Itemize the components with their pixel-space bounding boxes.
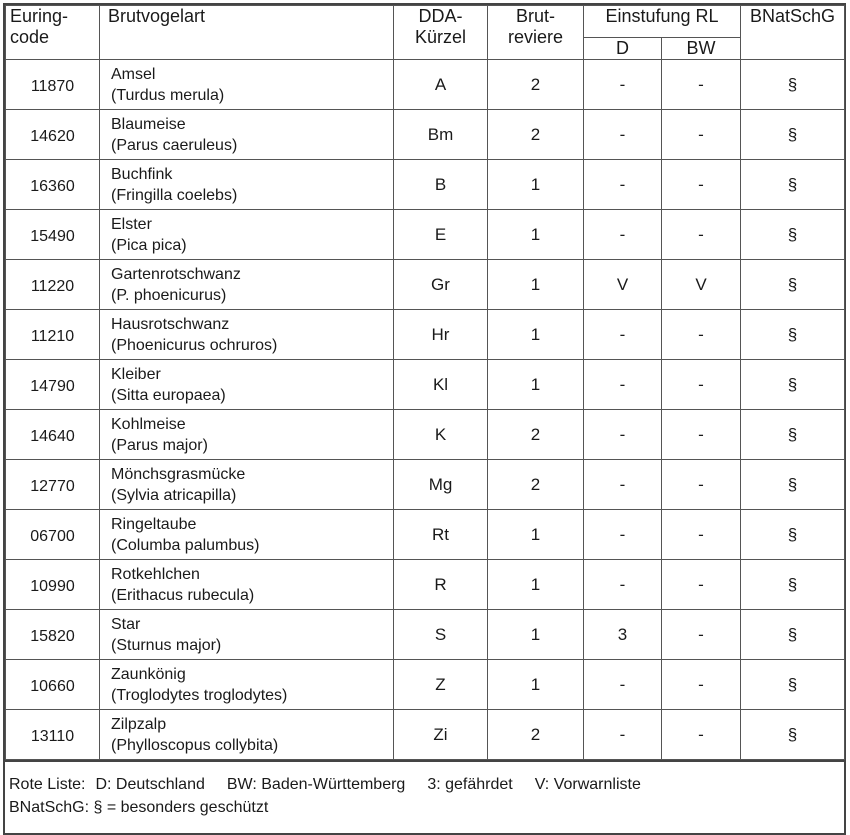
- species-name: Elster: [111, 215, 152, 233]
- rl-d-cell: -: [584, 560, 662, 610]
- breeding-birds-table-container: [3, 3, 846, 835]
- legend-line1: [9, 773, 840, 796]
- rl-bw-cell: -: [662, 60, 741, 110]
- breeding-birds-table: [5, 5, 845, 760]
- bnatschg-cell: §: [741, 510, 845, 560]
- rl-d-cell: -: [584, 360, 662, 410]
- species-latin-name: (Troglodytes troglodytes): [111, 686, 288, 704]
- species-name: Zilpzalp: [111, 715, 167, 733]
- rl-bw-cell: -: [662, 460, 741, 510]
- dda-code-cell: S: [394, 610, 488, 660]
- header-euring-line1: Euring-: [10, 6, 69, 26]
- brutreviere-cell: 1: [488, 360, 584, 410]
- rl-d-cell: 3: [584, 610, 662, 660]
- species-name: Gartenrotschwanz: [111, 265, 241, 283]
- rl-bw-cell: -: [662, 410, 741, 460]
- legend-line2: BNatSchG: § = besonders geschützt: [9, 799, 269, 816]
- header-rl-d: D: [584, 38, 662, 60]
- euring-code-cell: 14790: [6, 360, 100, 410]
- species-name: Buchfink: [111, 165, 173, 183]
- species-cell: [100, 410, 394, 460]
- bnatschg-cell: §: [741, 160, 845, 210]
- brutreviere-cell: 2: [488, 60, 584, 110]
- bnatschg-cell: §: [741, 410, 845, 460]
- table-row: [6, 60, 845, 110]
- table-row: [6, 460, 845, 510]
- bnatschg-cell: §: [741, 310, 845, 360]
- euring-code-cell: 15490: [6, 210, 100, 260]
- rl-bw-cell: -: [662, 710, 741, 760]
- brutreviere-cell: 1: [488, 310, 584, 360]
- brutreviere-cell: 1: [488, 510, 584, 560]
- header-brutreviere: [488, 6, 584, 60]
- euring-code-cell: 06700: [6, 510, 100, 560]
- species-latin-name: (Parus major): [111, 436, 208, 454]
- species-latin-name: (P. phoenicurus): [111, 286, 227, 304]
- species-latin-name: (Fringilla coelebs): [111, 186, 238, 204]
- species-cell: [100, 210, 394, 260]
- legend-d: D: Deutschland: [95, 776, 205, 793]
- header-species: Brutvogelart: [100, 6, 394, 60]
- species-cell: [100, 260, 394, 310]
- species-cell: [100, 110, 394, 160]
- bnatschg-cell: §: [741, 260, 845, 310]
- table-row: [6, 660, 845, 710]
- species-name: Amsel: [111, 65, 156, 83]
- species-latin-name: (Turdus merula): [111, 86, 225, 104]
- brutreviere-cell: 1: [488, 260, 584, 310]
- rl-bw-cell: -: [662, 110, 741, 160]
- table-row: [6, 110, 845, 160]
- species-latin-name: (Phoenicurus ochruros): [111, 336, 278, 354]
- rl-d-cell: -: [584, 410, 662, 460]
- bnatschg-cell: §: [741, 560, 845, 610]
- rl-bw-cell: V: [662, 260, 741, 310]
- table-row: [6, 260, 845, 310]
- brutreviere-cell: 1: [488, 160, 584, 210]
- euring-code-cell: 13110: [6, 710, 100, 760]
- header-dda-line1: DDA-: [418, 6, 463, 26]
- species-cell: [100, 710, 394, 760]
- dda-code-cell: Bm: [394, 110, 488, 160]
- species-latin-name: (Phylloscopus collybita): [111, 736, 279, 754]
- euring-code-cell: 14640: [6, 410, 100, 460]
- species-cell: [100, 310, 394, 360]
- header-euring-code: [6, 6, 100, 60]
- euring-code-cell: 16360: [6, 160, 100, 210]
- brutreviere-cell: 2: [488, 710, 584, 760]
- species-cell: [100, 560, 394, 610]
- species-latin-name: (Columba palumbus): [111, 536, 260, 554]
- header-brut-line2: reviere: [507, 27, 564, 47]
- brutreviere-cell: 2: [488, 110, 584, 160]
- brutreviere-cell: 1: [488, 660, 584, 710]
- dda-code-cell: E: [394, 210, 488, 260]
- table-row: [6, 360, 845, 410]
- brutreviere-cell: 1: [488, 210, 584, 260]
- dda-code-cell: Rt: [394, 510, 488, 560]
- bnatschg-cell: §: [741, 360, 845, 410]
- brutreviere-cell: 1: [488, 560, 584, 610]
- legend-bw: BW: Baden-Württemberg: [226, 776, 406, 793]
- rl-d-cell: V: [584, 260, 662, 310]
- header-dda-line2: Kürzel: [414, 27, 467, 47]
- species-name: Mönchsgrasmücke: [111, 465, 246, 483]
- euring-code-cell: 15820: [6, 610, 100, 660]
- species-latin-name: (Parus caeruleus): [111, 136, 238, 154]
- species-latin-name: (Pica pica): [111, 236, 187, 254]
- bnatschg-cell: §: [741, 110, 845, 160]
- rl-d-cell: -: [584, 210, 662, 260]
- species-name: Rotkehlchen: [111, 565, 200, 583]
- dda-code-cell: Hr: [394, 310, 488, 360]
- dda-code-cell: Kl: [394, 360, 488, 410]
- brutreviere-cell: 2: [488, 410, 584, 460]
- table-row: [6, 710, 845, 760]
- table-row: [6, 310, 845, 360]
- euring-code-cell: 11210: [6, 310, 100, 360]
- bnatschg-cell: §: [741, 710, 845, 760]
- table-row: [6, 560, 845, 610]
- rl-bw-cell: -: [662, 560, 741, 610]
- dda-code-cell: Zi: [394, 710, 488, 760]
- species-latin-name: (Sturnus major): [111, 636, 222, 654]
- rl-bw-cell: -: [662, 610, 741, 660]
- species-cell: [100, 60, 394, 110]
- species-name: Ringeltaube: [111, 515, 197, 533]
- species-name: Kleiber: [111, 365, 161, 383]
- legend: [5, 760, 844, 833]
- rl-bw-cell: -: [662, 510, 741, 560]
- rl-bw-cell: -: [662, 210, 741, 260]
- bnatschg-cell: §: [741, 210, 845, 260]
- table-row: [6, 210, 845, 260]
- euring-code-cell: 14620: [6, 110, 100, 160]
- header-rl-bw: BW: [662, 38, 741, 60]
- euring-code-cell: 10990: [6, 560, 100, 610]
- legend-rote-liste-label: Rote Liste:: [9, 776, 86, 793]
- table-row: [6, 610, 845, 660]
- rl-d-cell: -: [584, 710, 662, 760]
- rl-bw-cell: -: [662, 160, 741, 210]
- header-rote-liste: Einstufung RL: [584, 6, 741, 38]
- euring-code-cell: 11870: [6, 60, 100, 110]
- species-name: Zaunkönig: [111, 665, 186, 683]
- species-name: Blaumeise: [111, 115, 186, 133]
- rl-bw-cell: -: [662, 360, 741, 410]
- species-name: Hausrotschwanz: [111, 315, 230, 333]
- species-name: Star: [111, 615, 141, 633]
- dda-code-cell: B: [394, 160, 488, 210]
- species-latin-name: (Erithacus rubecula): [111, 586, 255, 604]
- species-cell: [100, 360, 394, 410]
- header-dda: [394, 6, 488, 60]
- brutreviere-cell: 2: [488, 460, 584, 510]
- brutreviere-cell: 1: [488, 610, 584, 660]
- bnatschg-cell: §: [741, 610, 845, 660]
- euring-code-cell: 10660: [6, 660, 100, 710]
- legend-vorwarnliste: V: Vorwarnliste: [534, 776, 641, 793]
- species-latin-name: (Sylvia atricapilla): [111, 486, 237, 504]
- table-row: [6, 410, 845, 460]
- dda-code-cell: Gr: [394, 260, 488, 310]
- species-cell: [100, 460, 394, 510]
- euring-code-cell: 12770: [6, 460, 100, 510]
- rl-d-cell: -: [584, 110, 662, 160]
- rl-d-cell: -: [584, 60, 662, 110]
- header-euring-line2: code: [10, 27, 50, 47]
- dda-code-cell: Mg: [394, 460, 488, 510]
- legend-gefaehrdet: 3: gefährdet: [427, 776, 513, 793]
- header-brut-line1: Brut-: [515, 6, 555, 26]
- species-cell: [100, 160, 394, 210]
- rl-bw-cell: -: [662, 310, 741, 360]
- header-bnatschg: BNatSchG: [741, 6, 845, 60]
- rl-d-cell: -: [584, 460, 662, 510]
- rl-d-cell: -: [584, 310, 662, 360]
- dda-code-cell: K: [394, 410, 488, 460]
- bnatschg-cell: §: [741, 60, 845, 110]
- species-cell: [100, 610, 394, 660]
- species-name: Kohlmeise: [111, 415, 186, 433]
- rl-d-cell: -: [584, 510, 662, 560]
- species-cell: [100, 660, 394, 710]
- dda-code-cell: A: [394, 60, 488, 110]
- rl-d-cell: -: [584, 660, 662, 710]
- species-cell: [100, 510, 394, 560]
- euring-code-cell: 11220: [6, 260, 100, 310]
- table-row: [6, 160, 845, 210]
- dda-code-cell: R: [394, 560, 488, 610]
- bnatschg-cell: §: [741, 460, 845, 510]
- species-latin-name: (Sitta europaea): [111, 386, 226, 404]
- bnatschg-cell: §: [741, 660, 845, 710]
- rl-d-cell: -: [584, 160, 662, 210]
- dda-code-cell: Z: [394, 660, 488, 710]
- table-row: [6, 510, 845, 560]
- rl-bw-cell: -: [662, 660, 741, 710]
